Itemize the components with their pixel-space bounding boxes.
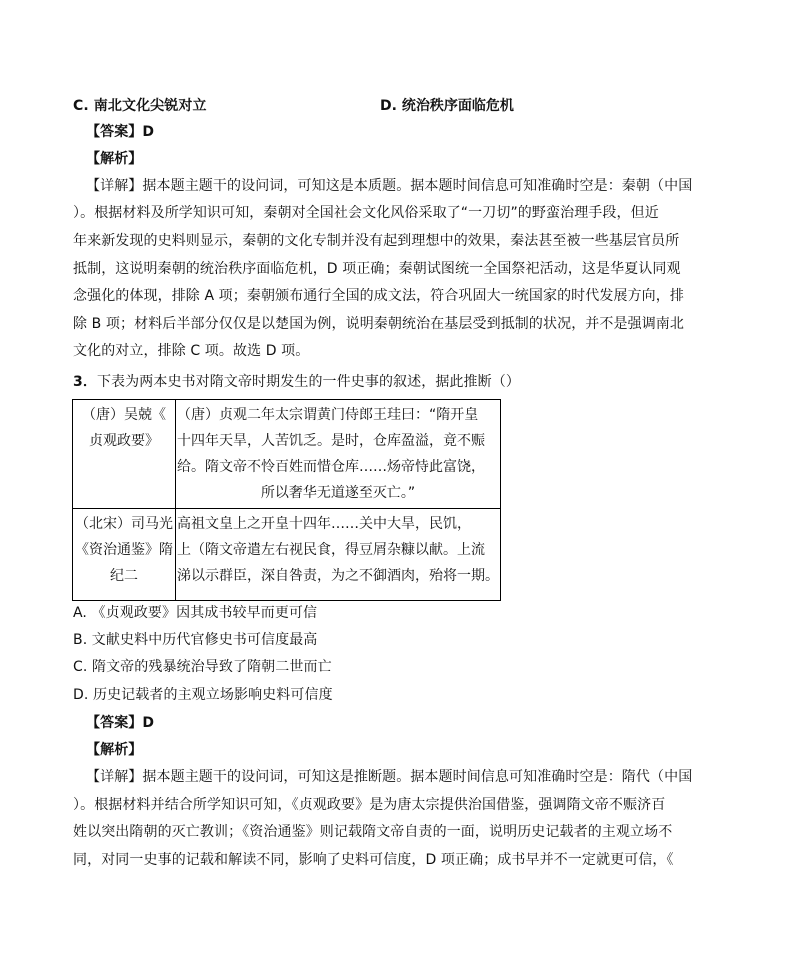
cell-line: 给。隋文帝不怜百姓而惜仓库……炀帝恃此富饶， (177, 459, 485, 475)
table-row (73, 400, 501, 509)
q2-detail-line: 年来新发现的史料则显示，秦朝的文化专制并没有起到理想中的效果，秦法甚至被一些基层官员所 (73, 233, 680, 249)
cell-line: 上（隋文帝遣左右视民食，得豆屑杂糠以献。上流 (177, 542, 485, 558)
q3-detail-line: 姓以突出隋朝的灭亡教训；《资治通鉴》则记载隋文帝自责的一面，说明历史记载者的主观立场不 (73, 824, 673, 840)
table-cell-text (176, 400, 501, 509)
q3-option-b: B. 文献史料中历代官修史书可信度最高 (73, 632, 318, 648)
q3-answer: 【答案】D (86, 715, 155, 731)
cell-line: 十四年天旱，人苦饥乏。是时，仓库盈溢，竟不赈 (177, 433, 485, 449)
q2-detail-line: 【详解】据本题主题干的设问词，可知这是本质题。据本题时间信息可知准确时空是：秦朝（中国 (86, 178, 693, 194)
q3-stem-text: 下表为两本史书对隋文帝时期发生的一件史事的叙述，据此推断（） (96, 374, 520, 390)
cell-line: （唐）贞观二年太宗谓黄门侍郎王珪曰：“隋开皇 (177, 407, 479, 423)
q3-detail-line: ）。根据材料并结合所学知识可知，《贞观政要》是为唐太宗提供治国借鉴，强调隋文帝不赈济百 (73, 797, 666, 813)
table-row (73, 509, 501, 601)
source-comparison-table (72, 399, 501, 601)
q3-analysis-label: 【解析】 (86, 742, 143, 758)
cell-line: 纪二 (110, 568, 138, 584)
q2-detail-line: 抵制，这说明秦朝的统治秩序面临危机，D 项正确；秦朝试图统一全国祭祀活动，这是华夏认同观 (73, 261, 681, 277)
q2-option-d: D. 统治秩序面临危机 (380, 98, 514, 114)
cell-line: （北宋）司马光 (75, 516, 173, 532)
q2-detail-line: 除 B 项；材料后半部分仅仅是以楚国为例，说明秦朝统治在基层受到抵制的状况，并不是强调南北 (73, 316, 685, 332)
cell-line: （唐）吴兢《 (82, 407, 166, 423)
cell-line: 《资治通鉴》隋 (75, 542, 173, 558)
q2-detail-line: 念强化的体现，排除 A 项；秦朝颁布通行全国的成文法，符合巩固大一统国家的时代发展方向，排 (73, 288, 684, 304)
q3-option-d: D. 历史记载者的主观立场影响史料可信度 (73, 687, 333, 703)
q2-option-c: C. 南北文化尖锐对立 (73, 98, 207, 114)
cell-line: 高祖文皇上之开皇十四年……关中大旱，民饥， (177, 516, 471, 532)
cell-line: 贞观政要》 (89, 433, 159, 449)
q2-detail-line: 文化的对立，排除 C 项。故选 D 项。 (73, 343, 310, 359)
table-cell-source (73, 400, 176, 509)
q2-analysis-label: 【解析】 (86, 151, 143, 167)
cell-line: 所以奢华无道遂至灭亡。” (260, 485, 416, 501)
q3-detail-line: 同，对同一史事的记载和解读不同，影响了史料可信度，D 项正确；成书早并不一定就更可信，《 (73, 852, 674, 868)
q3-option-c: C. 隋文帝的残暴统治导致了隋朝二世而亡 (73, 659, 332, 675)
q3-option-a: A. 《贞观政要》因其成书较早而更可信 (73, 605, 318, 621)
q3-stem (73, 372, 520, 392)
cell-line: 涕以示群臣，深自咎责，为之不御酒肉，殆将一期。 (177, 568, 499, 584)
q2-detail-line: ）。根据材料及所学知识可知，秦朝对全国社会文化风俗采取了“一刀切”的野蛮治理手段，但近 (73, 205, 659, 221)
table-cell-source (73, 509, 176, 601)
table-cell-text (176, 509, 501, 601)
q3-detail-line: 【详解】据本题主题干的设问词，可知这是推断题。据本题时间信息可知准确时空是：隋代（中国 (86, 769, 693, 785)
q3-number: 3． (73, 374, 97, 390)
q2-answer: 【答案】D (86, 124, 155, 140)
